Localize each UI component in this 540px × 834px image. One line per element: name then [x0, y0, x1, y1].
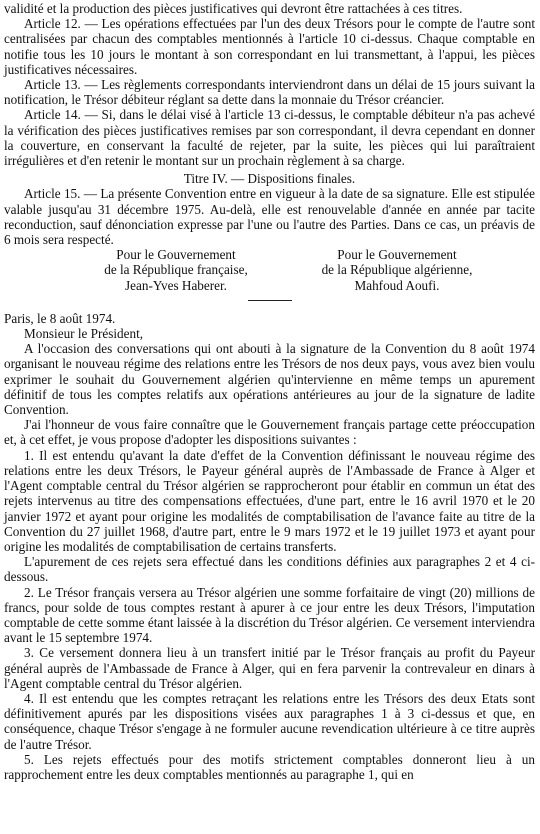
letter-point-5: 5. Les rejets effectués pour des motifs strictement comptables donneront lieu à un rapprochement entre les deux comptables mentionnés au paragraphe 1, qui en	[4, 751, 535, 782]
signature-right-line2: de la République algérienne,	[321, 262, 473, 278]
article-14: Article 14. — Si, dans le délai visé à l'article 13 ci-dessus, le comptable débiteur n'a pas achevé la vérification des pièces justificatives remises par son correspondant, il devra cependant en donner la couverture, en conservant la faculté de rejeter, par la suite, les pièces qui lui paraîtraient irrégulières et d'en retenir le montant sur un prochain règlement à sa charge.	[4, 107, 535, 169]
letter-salutation: Monsieur le Président,	[24, 326, 144, 342]
signature-left-line2: de la République française,	[104, 262, 248, 278]
signature-left-line1: Pour le Gouvernement	[116, 247, 236, 263]
section-separator	[248, 300, 292, 301]
paragraph-continuation: validité et la production des pièces justificatives qui devront être rattachées à ces titres.	[4, 1, 463, 16]
letter-paragraph: L'apurement de ces rejets sera effectué dans les conditions définies aux paragraphes 2 et 4 ci-dessous.	[4, 554, 535, 585]
signature-right-name: Mahfoud Aoufi.	[354, 277, 440, 293]
article-13: Article 13. — Les règlements correspondants interviendront dans un délai de 15 jours suivant la notification, le Trésor débiteur réglant sa dette dans la monnaie du Trésor créancier.	[4, 77, 535, 108]
title-iv-heading: Titre IV. — Dispositions finales.	[183, 171, 356, 187]
article-15: Article 15. — La présente Convention entre en vigueur à la date de sa signature. Elle est stipulée valable jusqu'au 31 décembre 1975. Au-delà, elle est renouvelable d'année en année par tacite reconduction, sauf dénonciation expresse par l'une ou l'autre des Parties. Dans ce cas, un préavis de 6 mois sera respecté.	[4, 186, 535, 248]
article-12: Article 12. — Les opérations effectuées par l'un des deux Trésors pour le compte de l'autre sont centralisées par chacun des comptables mentionnés à l'article 10 ci-dessus. Chaque comptable en notifie tous les 10 jours le montant à son correspondant en lui transmettant, à l'appui, les pièces justificatives nécessaires.	[4, 16, 535, 77]
letter-point-1: 1. Il est entendu qu'avant la date d'effet de la Convention définissant le nouveau régime des relations entre les deux Trésors, le Payeur général auprès de l'Ambassade de France à Alger et l'Agent comptable central du Trésor algérien se rapprocheront pour établir en commun un état des rejets intervenus au titre des compensations effectuées, d'une part, entre le 16 avril 1970 et le 20 janvier 1972 et ayant pour origine les modalités de comptabilisation de l'avance faite au titre de la Convention du 27 juillet 1968, d'autre part, entre le 9 mars 1972 et le 19 juillet 1973 et ayant pour origine les modalités de comptabilisation de certains transferts.	[4, 447, 535, 554]
signature-right-line1: Pour le Gouvernement	[337, 247, 457, 263]
signature-right	[287, 247, 507, 293]
signature-left	[66, 247, 286, 293]
letter-date: Paris, le 8 août 1974.	[4, 310, 116, 326]
letter-point-3: 3. Ce versement donnera lieu à un transfert initié par le Trésor français au profit du Payeur général auprès de l'Ambassade de France à Alger, qui en fera parvenir la contrevaleur en dinars à l'Agent comptable central du Trésor algérien.	[4, 645, 535, 691]
signature-left-name: Jean-Yves Haberer.	[125, 277, 227, 293]
letter-point-2: 2. Le Trésor français versera au Trésor algérien une somme forfaitaire de vingt (20) millions de francs, pour solde de tous comptes restant à apurer à ce jour entre les deux Trésors, l'imputation comptable de cette somme étant laissée à la discrétion du Trésor algérien. Ce versement interviendra avant le 15 septembre 1974.	[4, 584, 535, 646]
letter-paragraph: A l'occasion des conversations qui ont abouti à la signature de la Convention du 8 août 1974 organisant le nouveau régime des relations entre les Trésors de nos deux pays, vous avez bien voulu exprimer le souhait du Gouvernement algérien qu'intervienne en même temps un apurement définitif de tous les comptes relatifs aux opérations antérieures au jour de la signature de ladite Convention.	[4, 341, 535, 418]
signature-block	[4, 247, 535, 293]
letter-point-4: 4. Il est entendu que les comptes retraçant les relations entre les Trésors des deux Etats sont définitivement apurés par les dispositions visées aux paragraphes 1 à 3 ci-dessus et que, en conséquence, chaque Trésor s'engage à ne formuler aucune revendication ultérieure à ce titre auprès de l'autre Trésor.	[4, 690, 535, 752]
letter-paragraph: J'ai l'honneur de vous faire connaître que le Gouvernement français partage cette préoccupation et, à cet effet, je vous propose d'adopter les dispositions suivantes :	[4, 417, 535, 448]
